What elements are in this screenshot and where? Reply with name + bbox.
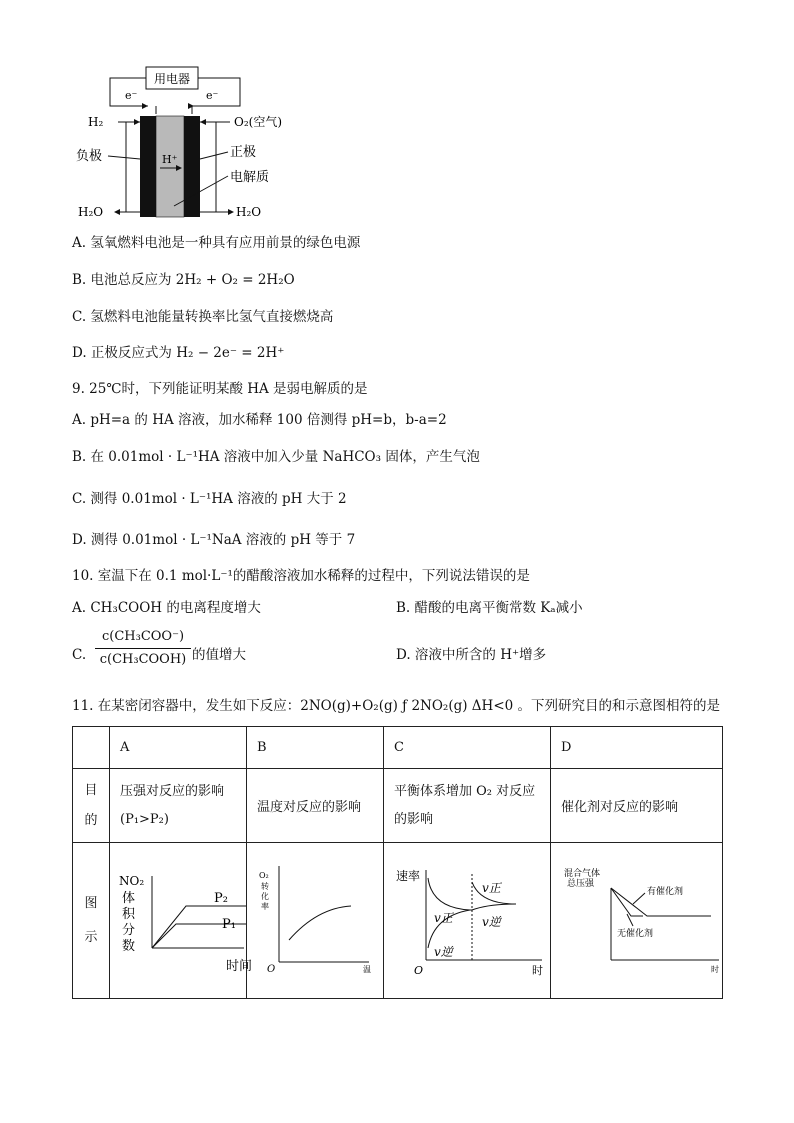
fraction-bar bbox=[95, 648, 191, 649]
figure-a bbox=[110, 843, 253, 999]
electron-label-right: e⁻ bbox=[206, 89, 219, 102]
purpose-d: 催化剂对反应的影响 bbox=[551, 769, 723, 843]
q10-option-c-fraction bbox=[95, 628, 191, 669]
conversion-curve bbox=[289, 906, 351, 940]
q10-option-c-label: C. bbox=[72, 647, 87, 663]
q10-option-a: A. CH₃COOH 的电离程度增大 bbox=[72, 600, 261, 616]
q10-option-d: D. 溶液中所含的 H⁺增多 bbox=[396, 647, 547, 663]
svg-text:v逆: v逆 bbox=[434, 944, 453, 959]
q11-stem: 11. 在某密闭容器中，发生如下反应：2NO(g)+O₂(g) ƒ 2NO₂(g) ΔH<0 。下列研究目的和示意图相符的是 bbox=[72, 698, 721, 714]
electron-arrow-right bbox=[188, 103, 194, 109]
purpose-row-label: 目 的 bbox=[73, 769, 110, 843]
q8-option-b: B. 电池总反应为 2H₂ + O₂ = 2H₂O bbox=[72, 272, 295, 288]
purpose-b: 温度对反应的影响 bbox=[247, 769, 384, 843]
q11-table bbox=[72, 726, 723, 999]
figure-d-graph bbox=[551, 844, 721, 998]
electron-arrow-left bbox=[142, 103, 148, 109]
v-forward-before bbox=[428, 878, 470, 910]
q9-stem: 9. 25℃时，下列能证明某酸 HA 是弱电解质的是 bbox=[72, 381, 368, 397]
electrolyte-block bbox=[156, 116, 184, 217]
header-c: C bbox=[384, 727, 551, 769]
q8-option-c: C. 氢燃料电池能量转换率比氢气直接燃烧高 bbox=[72, 309, 334, 325]
svg-text:O₂: O₂ bbox=[259, 870, 269, 880]
figure-a-graph bbox=[110, 844, 253, 998]
positive-electrode-plate bbox=[184, 116, 200, 217]
q9-option-d: D. 测得 0.01mol · L⁻¹NaA 溶液的 pH 等于 7 bbox=[72, 532, 356, 548]
svg-text:v逆: v逆 bbox=[482, 914, 501, 929]
figure-b bbox=[247, 843, 384, 999]
svg-text:体: 体 bbox=[122, 890, 136, 906]
header-b: B bbox=[247, 727, 384, 769]
fraction-numerator: c(CH₃COO⁻) bbox=[101, 629, 185, 644]
header-blank bbox=[73, 727, 110, 769]
v-reverse-after bbox=[472, 904, 516, 910]
q9-option-c: C. 测得 0.01mol · L⁻¹HA 溶液的 pH 大于 2 bbox=[72, 491, 347, 507]
fraction-denominator: c(CH₃COOH) bbox=[99, 652, 187, 667]
h2o-outlet-right: H₂O bbox=[236, 205, 262, 219]
o2-inlet-label: O₂(空气) bbox=[234, 115, 283, 129]
figure-row-label: 图 示 bbox=[73, 843, 110, 999]
x-axis-label: 时 bbox=[532, 963, 543, 977]
svg-text:NO₂: NO₂ bbox=[119, 873, 145, 888]
svg-text:数: 数 bbox=[122, 938, 136, 954]
svg-text:分: 分 bbox=[122, 922, 136, 938]
x-axis-label: 时 bbox=[711, 964, 719, 974]
svg-text:速率: 速率 bbox=[396, 868, 421, 883]
q8-option-d: D. 正极反应式为 H₂ − 2e⁻ = 2H⁺ bbox=[72, 345, 285, 361]
figure-c-graph bbox=[384, 844, 550, 998]
q10-option-c-tail: 的值增大 bbox=[192, 647, 246, 663]
figure-c bbox=[384, 843, 551, 999]
figure-d bbox=[551, 843, 723, 999]
q10-stem: 10. 室温下在 0.1 mol·L⁻¹的醋酸溶液加水稀释的过程中，下列说法错误的是 bbox=[72, 568, 530, 584]
figure-b-graph bbox=[247, 844, 383, 998]
fuel-cell-diagram bbox=[70, 64, 310, 226]
svg-text:无催化剂: 无催化剂 bbox=[617, 928, 654, 939]
x-axis-label: 时间 bbox=[226, 958, 253, 974]
origin-label: O bbox=[267, 963, 276, 975]
svg-text:有催化剂: 有催化剂 bbox=[647, 886, 684, 897]
load-label: 用电器 bbox=[153, 72, 191, 86]
h-ion-label: H⁺ bbox=[162, 153, 178, 166]
svg-text:总压强: 总压强 bbox=[567, 878, 595, 889]
q9-option-a: A. pH=a 的 HA 溶液，加水稀释 100 倍测得 pH=b，b-a=2 bbox=[72, 412, 447, 428]
h2o-outlet-left: H₂O bbox=[78, 205, 104, 219]
negative-electrode-label: 负极 bbox=[76, 149, 103, 164]
svg-text:转: 转 bbox=[261, 881, 269, 891]
svg-text:化: 化 bbox=[261, 891, 269, 901]
svg-text:v正: v正 bbox=[434, 910, 453, 925]
x-axis-label: 温 bbox=[363, 964, 371, 974]
header-d: D bbox=[551, 727, 723, 769]
purpose-a: 压强对反应的影响 (P₁>P₂) bbox=[110, 769, 247, 843]
positive-electrode-label: 正极 bbox=[230, 145, 257, 160]
q9-option-b: B. 在 0.01mol · L⁻¹HA 溶液中加入少量 NaHCO₃ 固体，产生气泡 bbox=[72, 449, 480, 465]
label-p1: P₁ bbox=[222, 916, 236, 932]
svg-text:混合气体: 混合气体 bbox=[564, 868, 601, 879]
header-a: A bbox=[110, 727, 247, 769]
leader-with-catalyst bbox=[633, 893, 645, 904]
h2-inlet-label: H₂ bbox=[88, 115, 104, 129]
q8-option-a: A. 氢氧燃料电池是一种具有应用前景的绿色电源 bbox=[72, 235, 361, 251]
purpose-c: 平衡体系增加 O₂ 对反应 的影响 bbox=[384, 769, 551, 843]
label-p2: P₂ bbox=[214, 890, 228, 906]
svg-text:v正: v正 bbox=[482, 880, 501, 895]
negative-electrode-plate bbox=[140, 116, 156, 217]
electron-label-left: e⁻ bbox=[125, 89, 138, 102]
svg-text:率: 率 bbox=[261, 901, 269, 911]
svg-text:积: 积 bbox=[122, 906, 136, 922]
q10-option-b: B. 醋酸的电离平衡常数 Kₐ减小 bbox=[396, 600, 583, 616]
electrolyte-label: 电解质 bbox=[230, 170, 270, 185]
origin-label: O bbox=[414, 963, 424, 977]
